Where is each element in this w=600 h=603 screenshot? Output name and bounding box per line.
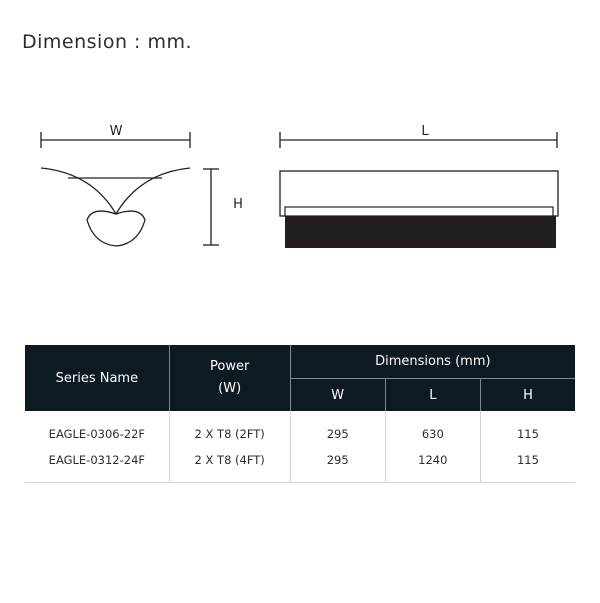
- height-cell: 115: [516, 427, 539, 441]
- side-view: [280, 171, 558, 248]
- width-column-header: W: [290, 379, 385, 412]
- length-label: L: [421, 124, 429, 139]
- dimensions-header: Dimensions (mm): [290, 345, 575, 379]
- height-column-header: H: [480, 379, 575, 412]
- series-cell: EAGLE-0312-24F: [25, 447, 169, 483]
- power-header: [169, 345, 290, 411]
- height-cell: 115: [480, 447, 575, 483]
- spec-table: [25, 345, 575, 483]
- length-cell: 1240: [385, 447, 480, 483]
- series-cell: EAGLE-0306-22F: [25, 411, 169, 447]
- power-header-label: Power: [210, 359, 250, 374]
- width-cell: 295: [290, 411, 385, 447]
- width-cell: 295: [290, 447, 385, 483]
- height-label: H: [233, 197, 243, 212]
- page-title: Dimension : mm.: [22, 31, 193, 53]
- power-cell: 2 X T8 (2FT): [169, 411, 290, 447]
- length-cell: 630: [385, 411, 480, 447]
- width-label: W: [109, 124, 123, 139]
- side-view-diffuser: [285, 216, 556, 248]
- series-name-header: Series Name: [25, 345, 169, 411]
- length-column-header: L: [385, 379, 480, 412]
- power-cell: 2 X T8 (4FT): [169, 447, 290, 483]
- table-row: [25, 411, 575, 447]
- height-dimension: [203, 169, 219, 245]
- length-dimension: [280, 132, 557, 148]
- cross-section-profile: [41, 168, 190, 246]
- table-row: [25, 447, 575, 483]
- dimension-drawing: [0, 0, 600, 300]
- power-header-unit: (W): [218, 381, 242, 396]
